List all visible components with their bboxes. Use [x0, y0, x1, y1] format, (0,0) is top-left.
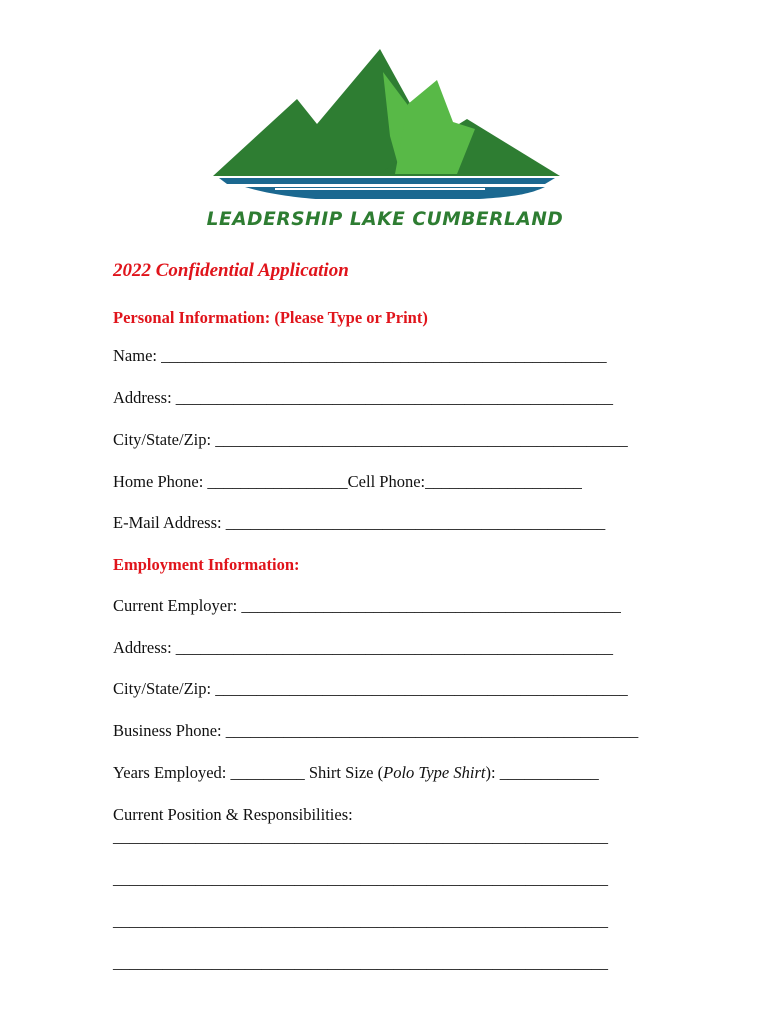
employer-city-state-zip-label: City/State/Zip:	[113, 679, 216, 698]
business-phone-field[interactable]	[113, 721, 638, 741]
employer-address-field[interactable]	[113, 638, 613, 658]
address-field[interactable]	[113, 388, 613, 408]
employer-city-state-zip-blank[interactable]: __________________________________________________	[215, 679, 628, 698]
employer-field[interactable]	[113, 596, 621, 616]
name-label: Name:	[113, 346, 162, 365]
city-state-zip-label: City/State/Zip:	[113, 430, 216, 449]
shirt-type-note: Polo Type Shirt	[383, 763, 486, 782]
response-line[interactable]: ____________________________________________________________	[113, 869, 608, 888]
city-state-zip-blank[interactable]: __________________________________________________	[215, 430, 628, 449]
email-field[interactable]	[113, 513, 605, 533]
employer-address-label: Address:	[113, 638, 176, 657]
employer-label: Current Employer:	[113, 596, 242, 615]
response-line[interactable]: ____________________________________________________________	[113, 911, 608, 930]
address-label: Address:	[113, 388, 176, 407]
home-phone-blank[interactable]: _________________	[207, 472, 348, 491]
mountain-lake-icon	[205, 44, 565, 199]
city-state-zip-field[interactable]	[113, 430, 628, 450]
response-line[interactable]: ____________________________________________________________	[113, 953, 608, 972]
email-label: E-Mail Address:	[113, 513, 226, 532]
name-field[interactable]	[113, 346, 607, 366]
email-blank[interactable]: ______________________________________________	[225, 513, 606, 532]
cell-phone-blank[interactable]: ___________________	[425, 472, 582, 491]
application-title: 2022 Confidential Application	[113, 260, 349, 281]
address-blank[interactable]: _____________________________________________________	[175, 388, 614, 407]
cell-phone-label: Cell Phone:	[347, 472, 426, 491]
shirt-size-label-end: ):	[485, 763, 500, 782]
name-blank[interactable]: ______________________________________________________	[161, 346, 607, 365]
employer-city-state-zip-field[interactable]	[113, 679, 628, 699]
years-employed-label: Years Employed:	[113, 763, 231, 782]
position-label: Current Position & Responsibilities:	[113, 805, 353, 824]
years-employed-blank[interactable]: _________	[230, 763, 305, 782]
personal-information-heading: Personal Information: (Please Type or Print)	[113, 308, 428, 327]
employment-information-heading: Employment Information:	[113, 555, 300, 574]
business-phone-blank[interactable]: __________________________________________________	[225, 721, 639, 740]
shirt-size-label: Shirt Size (	[304, 763, 384, 782]
employer-address-blank[interactable]: _____________________________________________________	[175, 638, 614, 657]
leadership-lake-cumberland-logo	[205, 44, 565, 244]
employer-blank[interactable]: ______________________________________________	[241, 596, 621, 615]
home-phone-label: Home Phone:	[113, 472, 208, 491]
business-phone-label: Business Phone:	[113, 721, 226, 740]
phone-fields[interactable]	[113, 472, 582, 492]
response-line[interactable]: ____________________________________________________________	[113, 827, 608, 846]
logo-text: LEADERSHIP LAKE CUMBERLAND	[206, 209, 564, 230]
shirt-size-blank[interactable]: ____________	[499, 763, 599, 782]
years-shirt-fields[interactable]	[113, 763, 599, 783]
